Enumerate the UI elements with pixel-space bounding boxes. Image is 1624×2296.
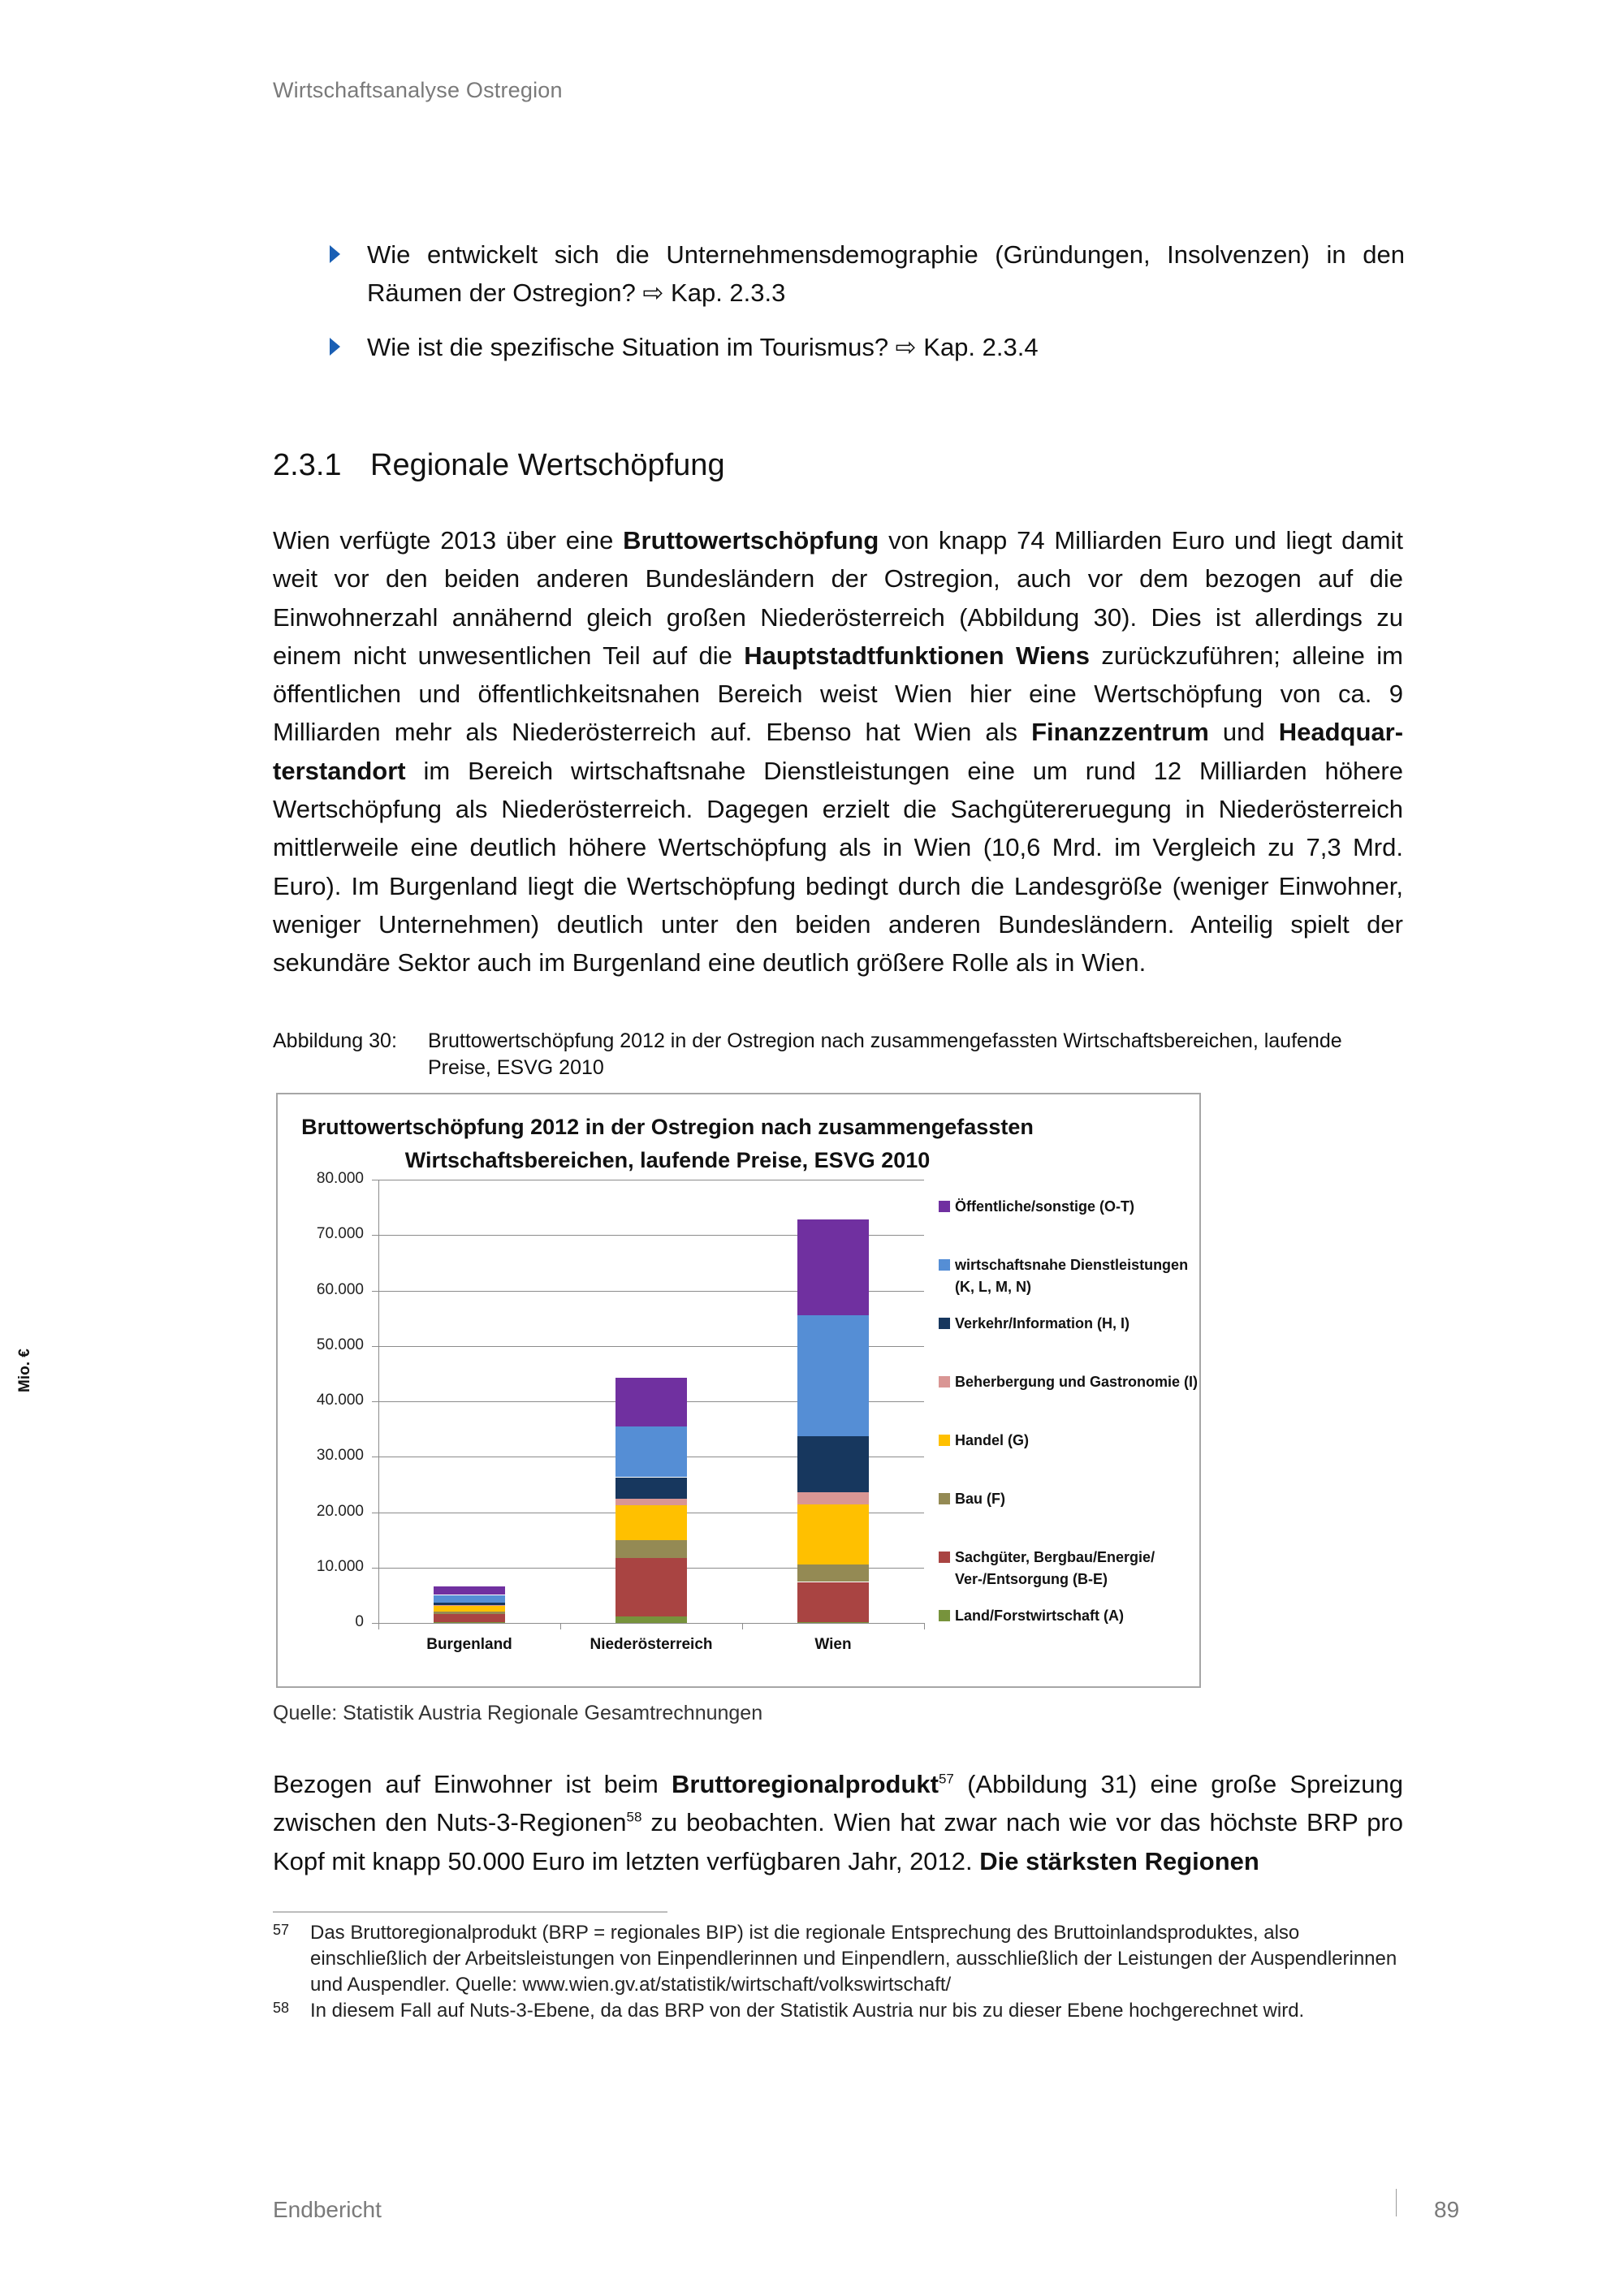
legend-label: Bau (F) xyxy=(955,1491,1005,1507)
text-run: Wien verfügte 2013 über eine xyxy=(273,526,624,555)
text-run: (Abbildung 31) eine große Spreizung zwischen den Nuts-3-Regionen xyxy=(273,1770,1403,1837)
bar-segment xyxy=(797,1492,869,1504)
bar-segment xyxy=(797,1504,869,1564)
legend-swatch-icon xyxy=(939,1493,950,1504)
legend-item xyxy=(939,1313,1199,1335)
y-axis-line xyxy=(378,1180,379,1623)
footnote-ref[interactable]: 57 xyxy=(938,1771,954,1787)
bar-segment xyxy=(615,1616,687,1623)
text-run: und xyxy=(1208,718,1279,747)
bold-term: Die stärksten Regionen xyxy=(979,1846,1259,1875)
bar-segment xyxy=(797,1436,869,1492)
legend-swatch-icon xyxy=(939,1552,950,1563)
legend-swatch-icon xyxy=(939,1259,950,1271)
bar-segment xyxy=(615,1378,687,1427)
chart-title-line: Wirtschaftsbereichen, laufende Preise, ESVG 2010 xyxy=(404,1148,931,1172)
legend-label: Handel (G) xyxy=(955,1432,1030,1448)
bold-term: Hauptstadtfunktionen Wiens xyxy=(744,641,1090,670)
y-tick-label: 60.000 xyxy=(316,1281,364,1298)
legend-label: Öffentliche/sonstige (O-T) xyxy=(955,1198,1135,1215)
figure-source: Quelle: Statistik Austria Regionale Gesamtrechnungen xyxy=(273,1702,763,1724)
x-axis-tick xyxy=(560,1623,561,1629)
triangle-bullet-icon xyxy=(330,245,340,263)
footnote-number: 57 xyxy=(273,1922,290,1938)
bar-segment xyxy=(615,1426,687,1477)
bullet-text: Wie ist die spezifische Situation im Tourismus? ⇨ Kap. 2.3.4 xyxy=(367,333,1039,361)
footnote-text: Das Bruttoregionalprodukt (BRP = regionales BIP) ist die regionale Entsprechung des Bruttoinlandsproduktes, also einschließlich der Arbeitsleistungen von Einpendlerinnen und Einpendlern, ausschließlich der Leistungen der Auspendlerinnen und Auspendler. Quelle: www.wien.gv.at/statistik/wirtschaft/volkswirtschaft/ xyxy=(310,1922,1397,1996)
bold-term: Bruttoregionalprodukt xyxy=(672,1770,939,1798)
legend-item xyxy=(939,1488,1199,1510)
bar-segment xyxy=(615,1558,687,1616)
section-title: Regionale Wertschöpfung xyxy=(370,448,725,482)
legend-swatch-icon xyxy=(939,1435,950,1446)
x-axis-tick xyxy=(378,1623,379,1629)
y-tick-label: 30.000 xyxy=(316,1447,364,1464)
y-tick-label: 10.000 xyxy=(316,1558,364,1575)
footnote-text: In diesem Fall auf Nuts-3-Ebene, da das BRP von der Statistik Austria nur bis zu dieser Ebene hochgerechnet wird. xyxy=(310,2000,1305,2022)
legend-swatch-icon xyxy=(939,1376,950,1388)
legend-swatch-icon xyxy=(939,1201,950,1212)
legend-item xyxy=(939,1547,1199,1590)
footnote-divider xyxy=(273,1911,667,1913)
y-axis-label: Mio. € xyxy=(16,1349,33,1392)
legend-item xyxy=(939,1196,1199,1218)
y-tick-label: 70.000 xyxy=(316,1225,364,1242)
bold-term: Headquarterstandort xyxy=(273,718,1404,785)
footnote xyxy=(273,1998,1410,2024)
bar-segment xyxy=(797,1622,869,1623)
bar-segment xyxy=(434,1606,505,1612)
bold-term: Bruttowertschöpfung xyxy=(623,526,879,555)
chart-title xyxy=(278,1111,1057,1177)
text-run: Bezogen auf Einwohner ist beim xyxy=(273,1770,672,1798)
gridline xyxy=(372,1623,924,1624)
legend-label: wirtschaftsnahe Dienstleistungen (K, L, M, N) xyxy=(955,1257,1189,1295)
footer-divider xyxy=(1396,2189,1397,2216)
bar-segment xyxy=(434,1595,505,1603)
legend-label: Verkehr/Information (H, I) xyxy=(955,1315,1130,1331)
chart-title-line: Bruttowertschöpfung 2012 in der Ostregion nach zusammengefassten xyxy=(301,1115,1034,1139)
bar-segment xyxy=(615,1505,687,1540)
bullet-text: Wie entwickelt sich die Unternehmensdemographie (Gründungen, Insolvenzen) in den Räumen der Ostregion? ⇨ Kap. 2.3.3 xyxy=(367,240,1405,307)
section-number: 2.3.1 xyxy=(273,448,342,482)
y-tick-label: 40.000 xyxy=(316,1392,364,1409)
y-tick-label: 0 xyxy=(355,1613,364,1630)
bar-segment xyxy=(797,1564,869,1582)
legend-label: Land/Forstwirtschaft (A) xyxy=(955,1608,1125,1624)
bullet-list xyxy=(325,235,1405,382)
legend-label: Sachgüter, Bergbau/Energie/ Ver-/Entsorgung (B-E) xyxy=(955,1549,1155,1587)
bullet-item xyxy=(325,235,1405,312)
bar-segment xyxy=(615,1499,687,1505)
y-tick-label: 50.000 xyxy=(316,1336,364,1353)
bar-segment xyxy=(434,1605,505,1606)
x-axis-label: Niederösterreich xyxy=(590,1636,713,1653)
bar-segment xyxy=(615,1540,687,1558)
bar-segment xyxy=(434,1603,505,1605)
bar-segment xyxy=(797,1582,869,1623)
legend-swatch-icon xyxy=(939,1610,950,1621)
bold-term: Finanzzentrum xyxy=(1031,718,1209,747)
section-heading xyxy=(273,448,725,483)
y-tick-label: 80.000 xyxy=(316,1170,364,1187)
bar-segment xyxy=(434,1622,505,1623)
bar-segment xyxy=(434,1614,505,1622)
text-run: zurückzuführen; alleine im öffentlichen und öffentlichkeitsnahen Bereich weist Wien hier eine Wertschöpfung von ca. 9 Milliarden mehr als Niederösterreich auf. Ebenso hat Wien als xyxy=(273,641,1403,747)
legend-item xyxy=(939,1605,1199,1627)
body-paragraph xyxy=(273,521,1403,982)
figure-caption-text: Bruttowertschöpfung 2012 in der Ostregion nach zusammengefassten Wirtschaftsbereichen, laufende Preise, ESVG 2010 xyxy=(428,1029,1342,1079)
x-axis-label: Wien xyxy=(814,1636,852,1653)
bar-segment xyxy=(797,1315,869,1436)
text-run: von knapp 74 Milliarden Euro und liegt damit weit vor den beiden anderen Bundesländern der Ostregion, auch vor dem bezogen auf die Einwohnerzahl annähernd gleich großen Niederösterreich (Abbildung 30). Dies ist allerdings zu einem nicht unwesentlichen Teil auf die xyxy=(273,526,1403,670)
x-axis-tick xyxy=(742,1623,743,1629)
bar-segment xyxy=(797,1219,869,1316)
footnote-number: 58 xyxy=(273,2000,290,2016)
bar-segment xyxy=(615,1478,687,1500)
y-tick-label: 20.000 xyxy=(316,1503,364,1520)
footnote-ref[interactable]: 58 xyxy=(626,1809,642,1825)
text-run: im Bereich wirtschaftsnahe Dienstleistungen eine um rund 12 Milliarden höhere Wertschöpfung als Niederösterreich. Dagegen erzielt die Sachgütereruegung in Niederösterreich mittlerweile eine deutlich höhere Wertschöpfung als in Wien (10,6 Mrd. im Vergleich zu 7,3 Mrd. Euro). Im Burgenland liegt die Wertschöpfung bedingt durch die Landesgröße (weniger Einwohner, weniger Unternehmen) deutlich unter den beiden anderen Bundesländern. Anteilig spielt der sekundäre Sektor auch im Burgenland eine deutlich größere Rolle als in Wien. xyxy=(273,756,1403,978)
text-run: zu beobachten. Wien hat zwar nach wie vor das höchste BRP pro Kopf mit knapp 50.000 Euro im letzten verfügbaren Jahr, 2012. xyxy=(273,1808,1403,1875)
footnote xyxy=(273,1920,1410,1998)
legend-item xyxy=(939,1371,1199,1393)
triangle-bullet-icon xyxy=(330,338,340,356)
body-paragraph xyxy=(273,1765,1403,1880)
legend-item xyxy=(939,1254,1199,1298)
x-axis-tick xyxy=(924,1623,925,1629)
footer-label: Endbericht xyxy=(273,2197,382,2222)
legend-label: Beherbergung und Gastronomie (I) xyxy=(955,1374,1199,1390)
running-header: Wirtschaftsanalyse Ostregion xyxy=(273,78,563,102)
bullet-item xyxy=(325,328,1405,366)
bar-segment xyxy=(434,1586,505,1595)
page-number: 89 xyxy=(1434,2197,1460,2222)
figure-label: Abbildung 30: xyxy=(273,1029,397,1052)
bar-segment xyxy=(434,1612,505,1614)
legend-swatch-icon xyxy=(939,1318,950,1329)
legend-item xyxy=(939,1430,1199,1452)
x-axis-label: Burgenland xyxy=(426,1636,512,1653)
